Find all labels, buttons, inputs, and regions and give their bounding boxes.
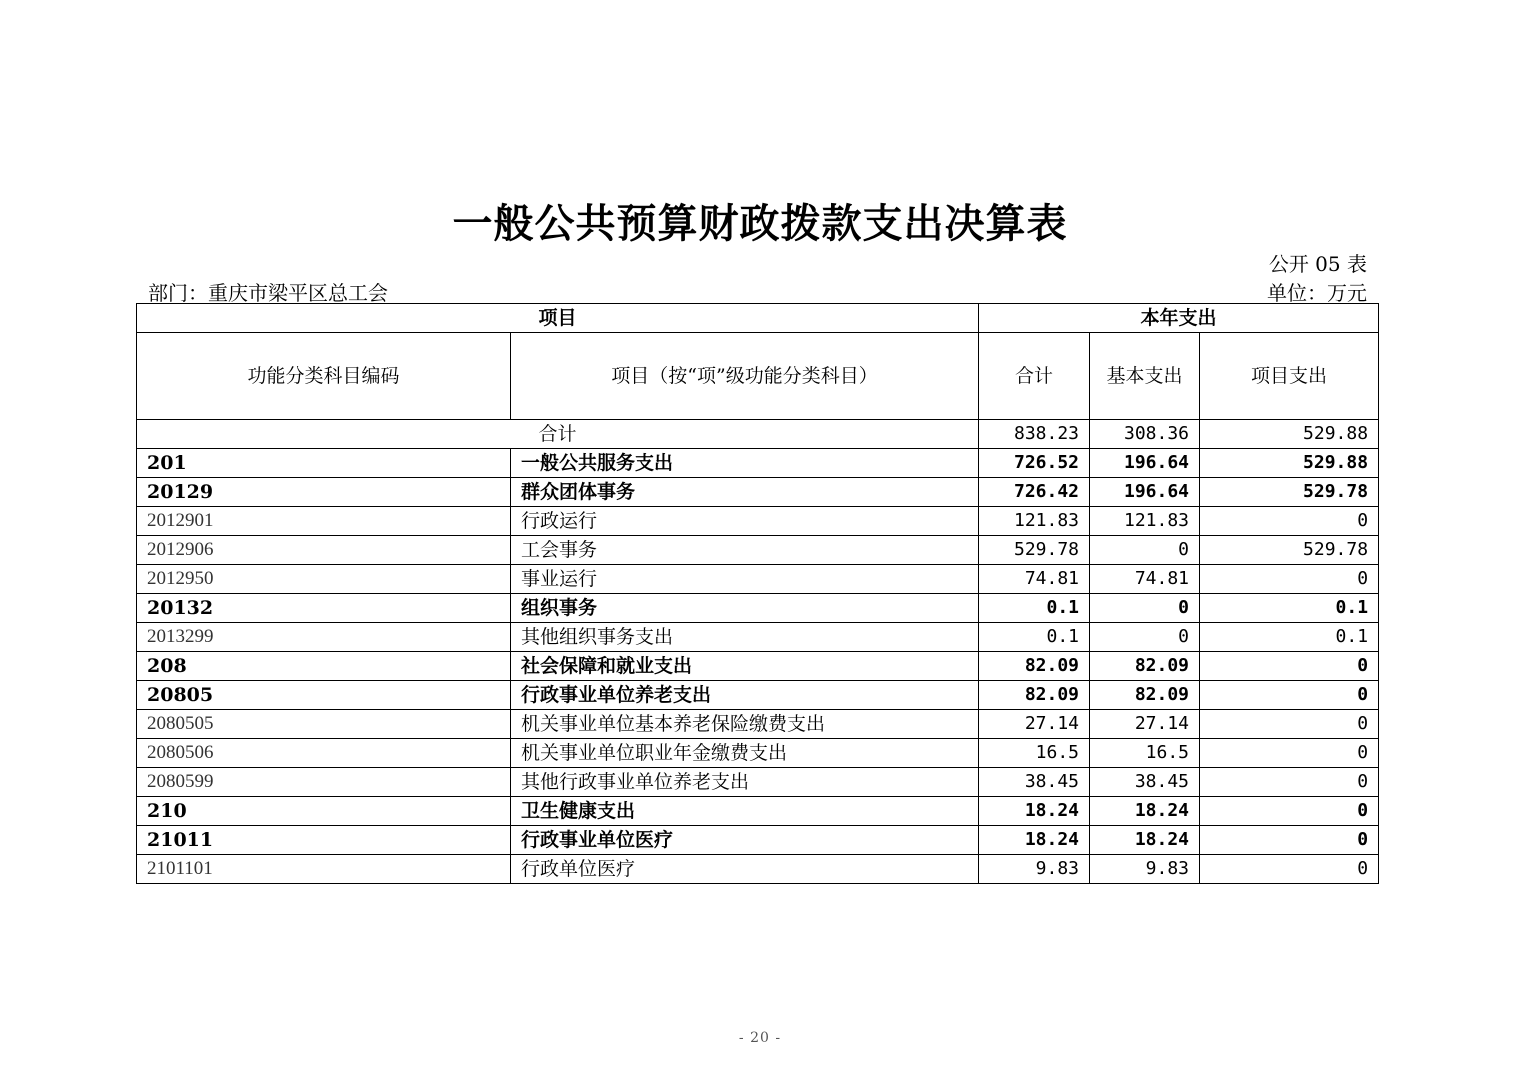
row-name: 事业运行 [511,565,979,594]
table-row [137,797,1379,826]
budget-table [136,303,1379,884]
row-code: 208 [137,652,511,681]
row-project: 0 [1200,710,1379,739]
row-basic: 0 [1090,536,1200,565]
row-total: 9.83 [979,855,1090,884]
current-year-group-header: 本年支出 [979,304,1379,333]
row-basic: 82.09 [1090,652,1200,681]
row-basic: 196.64 [1090,478,1200,507]
code-column-header: 功能分类科目编码 [137,333,511,420]
row-total: 121.83 [979,507,1090,536]
total-row-total: 838.23 [979,420,1090,449]
row-basic: 18.24 [1090,797,1200,826]
table-row [137,536,1379,565]
row-name: 其他行政事业单位养老支出 [511,768,979,797]
row-total: 18.24 [979,797,1090,826]
row-basic: 0 [1090,623,1200,652]
row-total: 0.1 [979,594,1090,623]
table-row [137,507,1379,536]
row-basic: 16.5 [1090,739,1200,768]
row-basic: 74.81 [1090,565,1200,594]
row-name: 组织事务 [511,594,979,623]
row-name: 群众团体事务 [511,478,979,507]
row-total: 82.09 [979,681,1090,710]
table-body [137,304,1379,884]
total-row [137,420,1379,449]
row-total: 726.52 [979,449,1090,478]
row-code: 20132 [137,594,511,623]
row-project: 0 [1200,826,1379,855]
row-code: 210 [137,797,511,826]
row-code: 201 [137,449,511,478]
row-code: 2080505 [137,710,511,739]
row-basic: 9.83 [1090,855,1200,884]
row-name: 行政事业单位医疗 [511,826,979,855]
row-basic: 196.64 [1090,449,1200,478]
row-code: 2012901 [137,507,511,536]
header-row-group [137,304,1379,333]
table-row [137,652,1379,681]
table-row [137,623,1379,652]
row-basic: 0 [1090,594,1200,623]
row-code: 20805 [137,681,511,710]
table-row [137,826,1379,855]
total-row-label: 合计 [137,420,979,449]
page-title: 一般公共预算财政拨款支出决算表 [452,200,1068,247]
row-total: 18.24 [979,826,1090,855]
row-basic: 82.09 [1090,681,1200,710]
row-name: 工会事务 [511,536,979,565]
row-code: 2012950 [137,565,511,594]
row-total: 74.81 [979,565,1090,594]
total-column-header: 合计 [979,333,1090,420]
table-row [137,681,1379,710]
table-row [137,855,1379,884]
total-row-basic: 308.36 [1090,420,1200,449]
row-code: 2101101 [137,855,511,884]
row-code: 2080599 [137,768,511,797]
row-name: 一般公共服务支出 [511,449,979,478]
table-row [137,710,1379,739]
table-row [137,478,1379,507]
table-row [137,739,1379,768]
row-name: 行政运行 [511,507,979,536]
row-name: 行政事业单位养老支出 [511,681,979,710]
table-row [137,449,1379,478]
row-total: 38.45 [979,768,1090,797]
row-project: 0 [1200,768,1379,797]
row-total: 726.42 [979,478,1090,507]
row-basic: 38.45 [1090,768,1200,797]
row-code: 2013299 [137,623,511,652]
row-project: 0 [1200,507,1379,536]
row-total: 0.1 [979,623,1090,652]
row-code: 2080506 [137,739,511,768]
row-name: 其他组织事务支出 [511,623,979,652]
row-code: 21011 [137,826,511,855]
row-name: 行政单位医疗 [511,855,979,884]
row-project: 0.1 [1200,623,1379,652]
row-project: 0.1 [1200,594,1379,623]
row-basic: 18.24 [1090,826,1200,855]
row-project: 0 [1200,681,1379,710]
row-name: 社会保障和就业支出 [511,652,979,681]
row-project: 0 [1200,855,1379,884]
row-basic: 27.14 [1090,710,1200,739]
row-project: 0 [1200,797,1379,826]
row-code: 20129 [137,478,511,507]
total-row-project: 529.88 [1200,420,1379,449]
row-name: 卫生健康支出 [511,797,979,826]
row-basic: 121.83 [1090,507,1200,536]
row-code: 2012906 [137,536,511,565]
table-row [137,768,1379,797]
row-project: 529.78 [1200,536,1379,565]
row-total: 27.14 [979,710,1090,739]
row-project: 0 [1200,739,1379,768]
department-label: 部门：重庆市梁平区总工会 [148,281,388,305]
row-project: 529.78 [1200,478,1379,507]
row-name: 机关事业单位职业年金缴费支出 [511,739,979,768]
project-column-header: 项目支出 [1200,333,1379,420]
unit-label: 单位：万元 [1267,281,1367,305]
header-row-columns [137,333,1379,420]
row-project: 0 [1200,652,1379,681]
row-project: 0 [1200,565,1379,594]
row-name: 机关事业单位基本养老保险缴费支出 [511,710,979,739]
row-total: 529.78 [979,536,1090,565]
project-group-header: 项目 [137,304,979,333]
row-project: 529.88 [1200,449,1379,478]
table-row [137,565,1379,594]
page-number: - 20 - [738,1030,782,1046]
basic-column-header: 基本支出 [1090,333,1200,420]
table-row [137,594,1379,623]
row-total: 82.09 [979,652,1090,681]
row-total: 16.5 [979,739,1090,768]
name-column-header: 项目（按“项”级功能分类科目） [511,333,979,420]
table-code: 公开 05 表 [1268,252,1367,276]
